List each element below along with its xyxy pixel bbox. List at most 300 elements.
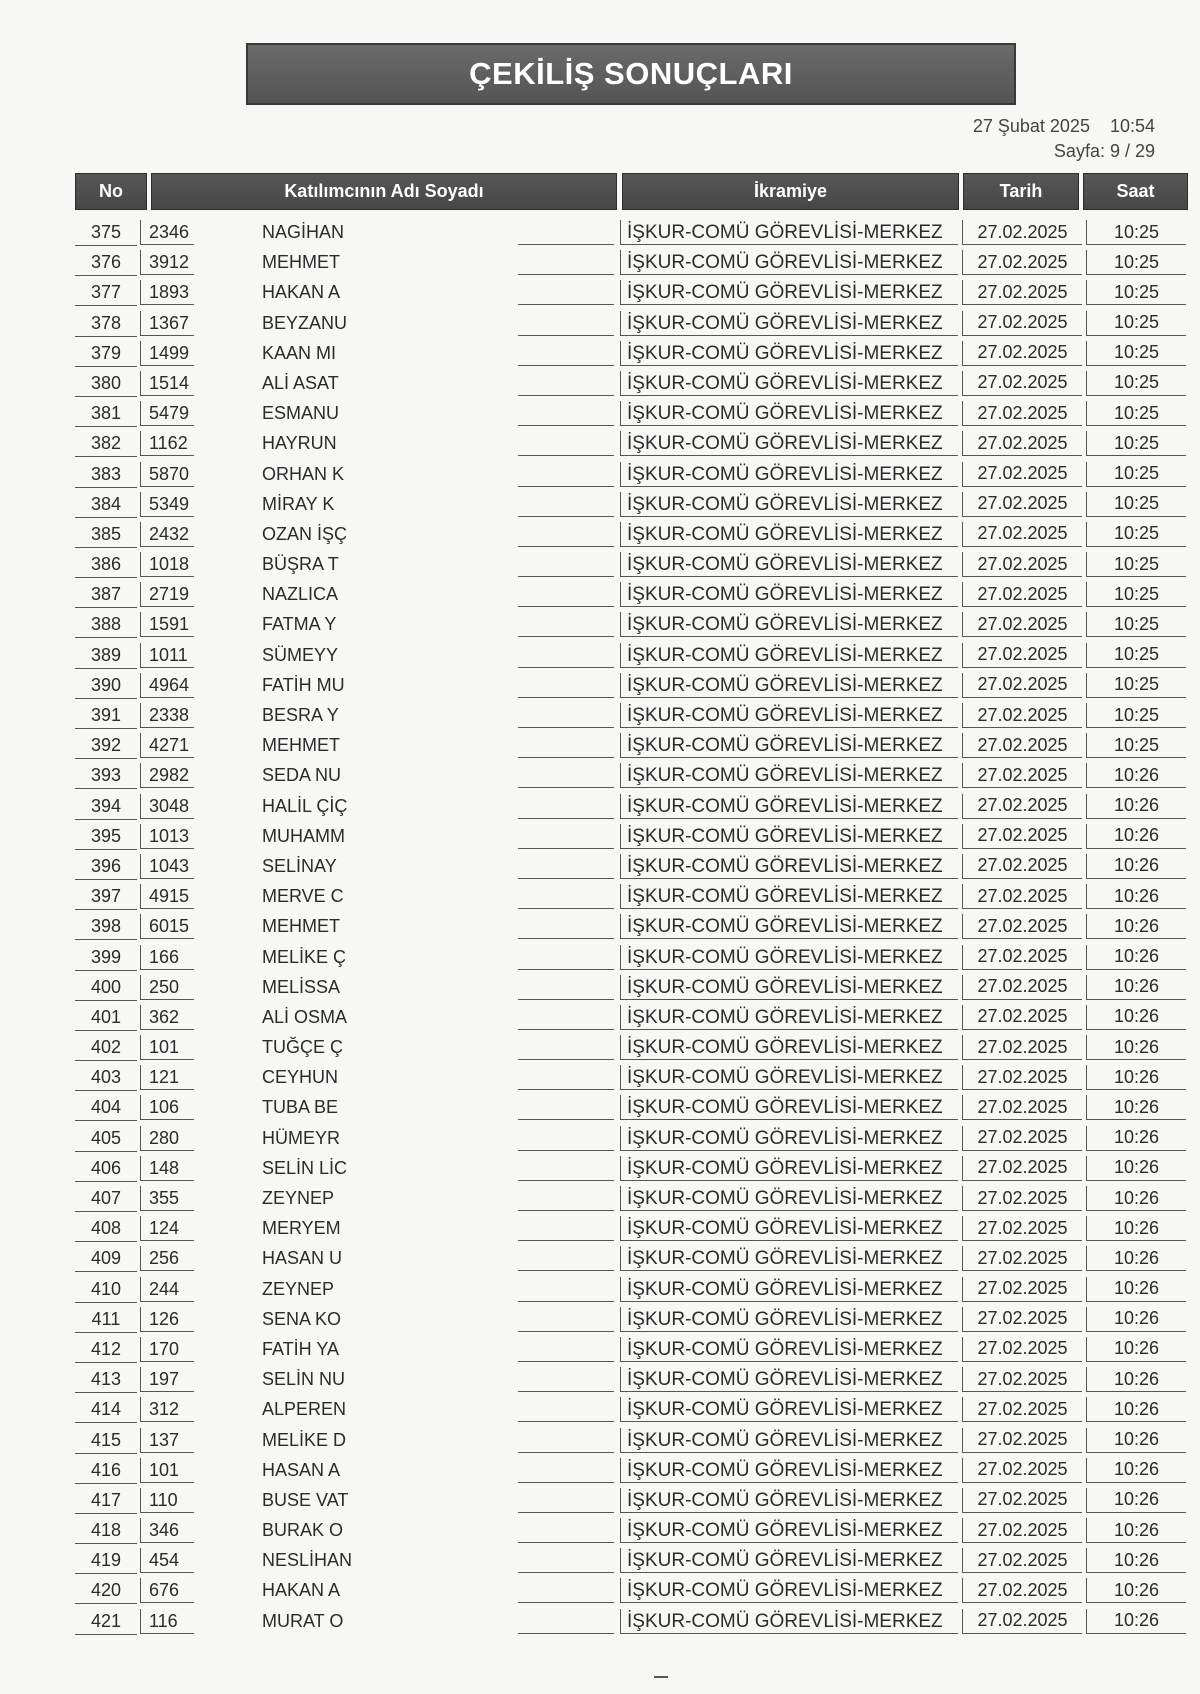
row-no: 388	[75, 612, 137, 638]
row-date: 27.02.2025	[962, 280, 1082, 305]
row-time: 10:26	[1086, 1578, 1186, 1603]
row-date: 27.02.2025	[962, 1216, 1082, 1241]
table-row	[0, 1456, 1200, 1486]
row-underline	[518, 516, 614, 517]
row-name: HAKAN A	[262, 1580, 341, 1601]
row-underline	[518, 304, 614, 305]
table-row	[0, 1033, 1200, 1063]
table-row	[0, 1184, 1200, 1214]
table-row	[0, 1516, 1200, 1546]
row-prize: İŞKUR-COMÜ GÖREVLİSİ-MERKEZ	[620, 250, 958, 275]
table-row	[0, 1214, 1200, 1244]
row-id: 312	[140, 1397, 194, 1422]
row-name: SENA KO	[262, 1308, 342, 1329]
row-date: 27.02.2025	[962, 643, 1082, 668]
row-prize: İŞKUR-COMÜ GÖREVLİSİ-MERKEZ	[620, 854, 958, 879]
row-name: CEYHUN	[262, 1067, 339, 1088]
row-id: 110	[140, 1488, 194, 1513]
row-prize: İŞKUR-COMÜ GÖREVLİSİ-MERKEZ	[620, 1428, 958, 1453]
row-no: 414	[75, 1397, 137, 1423]
row-id: 166	[140, 945, 194, 970]
row-date: 27.02.2025	[962, 582, 1082, 607]
row-time: 10:26	[1086, 1095, 1186, 1120]
row-id: 5349	[140, 492, 194, 517]
row-time: 10:26	[1086, 1609, 1186, 1634]
table-row	[0, 1395, 1200, 1425]
row-id: 4271	[140, 733, 194, 758]
row-id: 1893	[140, 280, 194, 305]
row-underline	[518, 1119, 614, 1120]
row-time: 10:25	[1086, 250, 1186, 275]
row-no: 411	[75, 1307, 137, 1333]
row-id: 244	[140, 1277, 194, 1302]
row-id: 250	[140, 975, 194, 1000]
row-prize: İŞKUR-COMÜ GÖREVLİSİ-MERKEZ	[620, 280, 958, 305]
row-prize: İŞKUR-COMÜ GÖREVLİSİ-MERKEZ	[620, 975, 958, 1000]
row-time: 10:25	[1086, 582, 1186, 607]
row-no: 402	[75, 1035, 137, 1061]
row-time: 10:26	[1086, 1246, 1186, 1271]
row-time: 10:26	[1086, 1277, 1186, 1302]
table-row	[0, 278, 1200, 308]
row-time: 10:26	[1086, 1126, 1186, 1151]
row-id: 126	[140, 1307, 194, 1332]
row-name: SEDA NU	[262, 765, 342, 786]
row-name: MEHMET	[262, 735, 340, 756]
row-prize: İŞKUR-COMÜ GÖREVLİSİ-MERKEZ	[620, 1367, 958, 1392]
table-row	[0, 399, 1200, 429]
row-id: 170	[140, 1337, 194, 1362]
row-date: 27.02.2025	[962, 884, 1082, 909]
row-no: 391	[75, 703, 137, 729]
row-underline	[518, 1331, 614, 1332]
row-time: 10:26	[1086, 1307, 1186, 1332]
row-id: 1018	[140, 552, 194, 577]
table-row	[0, 1607, 1200, 1637]
row-underline	[518, 1180, 614, 1181]
row-date: 27.02.2025	[962, 1488, 1082, 1513]
row-no: 396	[75, 854, 137, 880]
row-id: 362	[140, 1005, 194, 1030]
row-name: MİRAY K	[262, 493, 335, 514]
row-prize: İŞKUR-COMÜ GÖREVLİSİ-MERKEZ	[620, 1578, 958, 1603]
row-prize: İŞKUR-COMÜ GÖREVLİSİ-MERKEZ	[620, 1397, 958, 1422]
row-name: KAAN MI	[262, 342, 337, 363]
row-name: BUSE VAT	[262, 1489, 349, 1510]
row-prize: İŞKUR-COMÜ GÖREVLİSİ-MERKEZ	[620, 763, 958, 788]
row-name: MURAT O	[262, 1610, 344, 1631]
row-no: 403	[75, 1065, 137, 1091]
row-name: BURAK O	[262, 1520, 344, 1541]
row-time: 10:25	[1086, 673, 1186, 698]
row-id: 5479	[140, 401, 194, 426]
row-underline	[518, 1089, 614, 1090]
row-name: BÜŞRA T	[262, 554, 339, 575]
row-prize: İŞKUR-COMÜ GÖREVLİSİ-MERKEZ	[620, 1126, 958, 1151]
row-no: 406	[75, 1156, 137, 1182]
row-no: 393	[75, 763, 137, 789]
row-underline	[518, 969, 614, 970]
page-title: ÇEKİLİŞ SONUÇLARI	[469, 56, 793, 91]
row-no: 384	[75, 492, 137, 518]
row-prize: İŞKUR-COMÜ GÖREVLİSİ-MERKEZ	[620, 341, 958, 366]
row-id: 346	[140, 1518, 194, 1543]
row-time: 10:25	[1086, 612, 1186, 637]
row-prize: İŞKUR-COMÜ GÖREVLİSİ-MERKEZ	[620, 431, 958, 456]
row-name: SÜMEYY	[262, 644, 339, 665]
row-id: 454	[140, 1548, 194, 1573]
row-no: 413	[75, 1367, 137, 1393]
row-date: 27.02.2025	[962, 1307, 1082, 1332]
row-underline	[518, 1210, 614, 1211]
row-id: 2346	[140, 220, 194, 245]
row-prize: İŞKUR-COMÜ GÖREVLİSİ-MERKEZ	[620, 462, 958, 487]
row-underline	[518, 1633, 614, 1634]
table-row	[0, 1275, 1200, 1305]
row-date: 27.02.2025	[962, 371, 1082, 396]
row-prize: İŞKUR-COMÜ GÖREVLİSİ-MERKEZ	[620, 492, 958, 517]
row-time: 10:26	[1086, 884, 1186, 909]
row-underline	[518, 1482, 614, 1483]
row-prize: İŞKUR-COMÜ GÖREVLİSİ-MERKEZ	[620, 1065, 958, 1090]
row-name: MUHAMM	[262, 825, 345, 846]
row-underline	[518, 667, 614, 668]
row-prize: İŞKUR-COMÜ GÖREVLİSİ-MERKEZ	[620, 1307, 958, 1332]
table-row	[0, 1063, 1200, 1093]
row-name: HAKAN A	[262, 282, 341, 303]
table-row	[0, 610, 1200, 640]
row-name: ORHAN K	[262, 463, 345, 484]
row-name: OZAN İŞÇ	[262, 523, 348, 544]
row-time: 10:25	[1086, 371, 1186, 396]
row-underline	[518, 1240, 614, 1241]
row-time: 10:26	[1086, 1216, 1186, 1241]
row-date: 27.02.2025	[962, 1518, 1082, 1543]
table-row	[0, 550, 1200, 580]
row-underline	[518, 425, 614, 426]
row-id: 6015	[140, 914, 194, 939]
row-no: 420	[75, 1578, 137, 1604]
row-underline	[518, 365, 614, 366]
row-name: SELİNAY	[262, 855, 337, 876]
row-no: 409	[75, 1246, 137, 1272]
row-prize: İŞKUR-COMÜ GÖREVLİSİ-MERKEZ	[620, 1518, 958, 1543]
row-no: 376	[75, 250, 137, 276]
row-date: 27.02.2025	[962, 1005, 1082, 1030]
row-prize: İŞKUR-COMÜ GÖREVLİSİ-MERKEZ	[620, 1035, 958, 1060]
row-name: MEHMET	[262, 252, 340, 273]
row-no: 378	[75, 311, 137, 337]
row-id: 1011	[140, 643, 194, 668]
table-row	[0, 641, 1200, 671]
row-underline	[518, 818, 614, 819]
row-date: 27.02.2025	[962, 1246, 1082, 1271]
row-underline	[518, 938, 614, 939]
row-underline	[518, 1421, 614, 1422]
table-row	[0, 1365, 1200, 1395]
row-prize: İŞKUR-COMÜ GÖREVLİSİ-MERKEZ	[620, 824, 958, 849]
row-date: 27.02.2025	[962, 522, 1082, 547]
row-name: HASAN A	[262, 1459, 341, 1480]
row-underline	[518, 455, 614, 456]
row-underline	[518, 1602, 614, 1603]
row-date: 27.02.2025	[962, 1548, 1082, 1573]
row-no: 380	[75, 371, 137, 397]
row-no: 397	[75, 884, 137, 910]
row-time: 10:26	[1086, 1367, 1186, 1392]
row-name: FATMA Y	[262, 614, 337, 635]
row-underline	[518, 636, 614, 637]
row-name: TUBA BE	[262, 1097, 339, 1118]
row-date: 27.02.2025	[962, 975, 1082, 1000]
row-time: 10:25	[1086, 311, 1186, 336]
row-date: 27.02.2025	[962, 552, 1082, 577]
row-time: 10:25	[1086, 341, 1186, 366]
row-date: 27.02.2025	[962, 1367, 1082, 1392]
row-prize: İŞKUR-COMÜ GÖREVLİSİ-MERKEZ	[620, 552, 958, 577]
table-row	[0, 882, 1200, 912]
results-table	[0, 218, 1200, 1637]
header-prize: İkramiye	[622, 173, 959, 210]
row-underline	[518, 878, 614, 879]
row-name: MELİKE D	[262, 1429, 347, 1450]
row-name: HAYRUN	[262, 433, 337, 454]
row-no: 392	[75, 733, 137, 759]
row-time: 10:25	[1086, 220, 1186, 245]
row-prize: İŞKUR-COMÜ GÖREVLİSİ-MERKEZ	[620, 1186, 958, 1211]
row-time: 10:25	[1086, 401, 1186, 426]
row-id: 1367	[140, 311, 194, 336]
row-date: 27.02.2025	[962, 220, 1082, 245]
table-row	[0, 1124, 1200, 1154]
table-row	[0, 761, 1200, 791]
row-prize: İŞKUR-COMÜ GÖREVLİSİ-MERKEZ	[620, 612, 958, 637]
table-row	[0, 792, 1200, 822]
row-no: 395	[75, 824, 137, 850]
row-no: 383	[75, 462, 137, 488]
row-underline	[518, 1270, 614, 1271]
row-time: 10:25	[1086, 552, 1186, 577]
row-no: 385	[75, 522, 137, 548]
row-prize: İŞKUR-COMÜ GÖREVLİSİ-MERKEZ	[620, 1005, 958, 1030]
table-row	[0, 1093, 1200, 1123]
row-prize: İŞKUR-COMÜ GÖREVLİSİ-MERKEZ	[620, 1216, 958, 1241]
table-row	[0, 1546, 1200, 1576]
row-prize: İŞKUR-COMÜ GÖREVLİSİ-MERKEZ	[620, 311, 958, 336]
table-row	[0, 912, 1200, 942]
table-row	[0, 671, 1200, 701]
row-date: 27.02.2025	[962, 1428, 1082, 1453]
row-time: 10:26	[1086, 1337, 1186, 1362]
table-row	[0, 1335, 1200, 1365]
table-row	[0, 218, 1200, 248]
row-no: 415	[75, 1428, 137, 1454]
page-mark	[654, 1676, 668, 1678]
row-name: ALİ ASAT	[262, 372, 339, 393]
row-prize: İŞKUR-COMÜ GÖREVLİSİ-MERKEZ	[620, 582, 958, 607]
row-no: 418	[75, 1518, 137, 1544]
row-underline	[518, 576, 614, 577]
row-time: 10:25	[1086, 733, 1186, 758]
row-name: ESMANU	[262, 403, 340, 424]
table-row	[0, 429, 1200, 459]
row-date: 27.02.2025	[962, 1186, 1082, 1211]
row-date: 27.02.2025	[962, 763, 1082, 788]
row-name: BESRA Y	[262, 705, 339, 725]
row-id: 5870	[140, 462, 194, 487]
row-prize: İŞKUR-COMÜ GÖREVLİSİ-MERKEZ	[620, 220, 958, 245]
row-underline	[518, 1391, 614, 1392]
row-name: FATİH MU	[262, 674, 345, 695]
page-number: Sayfa: 9 / 29	[1053, 141, 1155, 161]
row-id: 101	[140, 1035, 194, 1060]
row-underline	[518, 1572, 614, 1573]
row-date: 27.02.2025	[962, 1397, 1082, 1422]
row-no: 405	[75, 1126, 137, 1152]
row-time: 10:26	[1086, 914, 1186, 939]
table-row	[0, 490, 1200, 520]
table-row	[0, 731, 1200, 761]
row-id: 355	[140, 1186, 194, 1211]
row-name: MERVE C	[262, 886, 344, 907]
row-date: 27.02.2025	[962, 250, 1082, 275]
row-prize: İŞKUR-COMÜ GÖREVLİSİ-MERKEZ	[620, 914, 958, 939]
row-underline	[518, 1150, 614, 1151]
row-id: 4915	[140, 884, 194, 909]
row-id: 3048	[140, 794, 194, 819]
row-time: 10:26	[1086, 1065, 1186, 1090]
row-prize: İŞKUR-COMÜ GÖREVLİSİ-MERKEZ	[620, 371, 958, 396]
row-underline	[518, 848, 614, 849]
row-date: 27.02.2025	[962, 1578, 1082, 1603]
row-id: 676	[140, 1578, 194, 1603]
row-date: 27.02.2025	[962, 673, 1082, 698]
row-id: 1043	[140, 854, 194, 879]
row-time: 10:26	[1086, 1156, 1186, 1181]
row-prize: İŞKUR-COMÜ GÖREVLİSİ-MERKEZ	[620, 1548, 958, 1573]
row-no: 421	[75, 1609, 137, 1635]
row-prize: İŞKUR-COMÜ GÖREVLİSİ-MERKEZ	[620, 1609, 958, 1634]
row-underline	[518, 486, 614, 487]
row-id: 2338	[140, 703, 194, 728]
header-date: Tarih	[963, 173, 1079, 210]
row-id: 2719	[140, 582, 194, 607]
row-date: 27.02.2025	[962, 1156, 1082, 1181]
row-date: 27.02.2025	[962, 492, 1082, 517]
report-time: 10:54	[1109, 116, 1155, 136]
table-row	[0, 1486, 1200, 1516]
report-date: 27 Şubat 2025	[972, 116, 1090, 136]
row-prize: İŞKUR-COMÜ GÖREVLİSİ-MERKEZ	[620, 1095, 958, 1120]
row-underline	[518, 606, 614, 607]
row-underline	[518, 727, 614, 728]
row-no: 419	[75, 1548, 137, 1574]
row-time: 10:26	[1086, 1458, 1186, 1483]
row-no: 382	[75, 431, 137, 457]
row-id: 101	[140, 1458, 194, 1483]
row-prize: İŞKUR-COMÜ GÖREVLİSİ-MERKEZ	[620, 673, 958, 698]
row-date: 27.02.2025	[962, 1277, 1082, 1302]
table-row	[0, 1576, 1200, 1606]
row-underline	[518, 1512, 614, 1513]
table-row	[0, 1154, 1200, 1184]
row-prize: İŞKUR-COMÜ GÖREVLİSİ-MERKEZ	[620, 1337, 958, 1362]
row-time: 10:26	[1086, 824, 1186, 849]
table-row	[0, 339, 1200, 369]
table-row	[0, 822, 1200, 852]
table-row	[0, 701, 1200, 731]
row-time: 10:26	[1086, 763, 1186, 788]
row-date: 27.02.2025	[962, 1609, 1082, 1634]
row-name: BEYZANU	[262, 312, 348, 333]
table-row	[0, 369, 1200, 399]
table-row	[0, 1305, 1200, 1335]
row-underline	[518, 999, 614, 1000]
row-name: SELİN LİC	[262, 1157, 348, 1178]
row-time: 10:26	[1086, 1428, 1186, 1453]
row-date: 27.02.2025	[962, 703, 1082, 728]
row-underline	[518, 697, 614, 698]
row-time: 10:25	[1086, 703, 1186, 728]
header-name: Katılımcının Adı Soyadı	[151, 173, 617, 210]
row-id: 3912	[140, 250, 194, 275]
row-underline	[518, 1542, 614, 1543]
row-underline	[518, 1301, 614, 1302]
row-date: 27.02.2025	[962, 401, 1082, 426]
row-time: 10:25	[1086, 431, 1186, 456]
row-time: 10:26	[1086, 1488, 1186, 1513]
row-date: 27.02.2025	[962, 914, 1082, 939]
row-id: 2982	[140, 763, 194, 788]
row-no: 400	[75, 975, 137, 1001]
row-underline	[518, 1452, 614, 1453]
row-underline	[518, 1361, 614, 1362]
row-id: 1514	[140, 371, 194, 396]
row-no: 389	[75, 643, 137, 669]
row-name: MERYEM	[262, 1218, 341, 1239]
row-date: 27.02.2025	[962, 462, 1082, 487]
row-date: 27.02.2025	[962, 1095, 1082, 1120]
row-id: 197	[140, 1367, 194, 1392]
row-date: 27.02.2025	[962, 794, 1082, 819]
row-underline	[518, 1029, 614, 1030]
table-row	[0, 973, 1200, 1003]
row-no: 412	[75, 1337, 137, 1363]
row-date: 27.02.2025	[962, 824, 1082, 849]
row-no: 377	[75, 280, 137, 306]
row-time: 10:26	[1086, 794, 1186, 819]
header-time: Saat	[1083, 173, 1188, 210]
row-name: ZEYNEP	[262, 1278, 335, 1299]
row-no: 417	[75, 1488, 137, 1514]
row-time: 10:26	[1086, 945, 1186, 970]
row-no: 404	[75, 1095, 137, 1121]
table-row	[0, 943, 1200, 973]
row-name: MELİSSA	[262, 976, 341, 997]
row-prize: İŞKUR-COMÜ GÖREVLİSİ-MERKEZ	[620, 401, 958, 426]
row-name: HÜMEYR	[262, 1127, 341, 1148]
row-id: 1013	[140, 824, 194, 849]
table-row	[0, 1426, 1200, 1456]
row-time: 10:26	[1086, 1518, 1186, 1543]
row-time: 10:25	[1086, 522, 1186, 547]
row-name: HASAN U	[262, 1248, 343, 1269]
row-id: 1591	[140, 612, 194, 637]
row-id: 1162	[140, 431, 194, 456]
row-no: 416	[75, 1458, 137, 1484]
table-row	[0, 852, 1200, 882]
row-name: HALİL ÇİÇ	[262, 795, 348, 816]
